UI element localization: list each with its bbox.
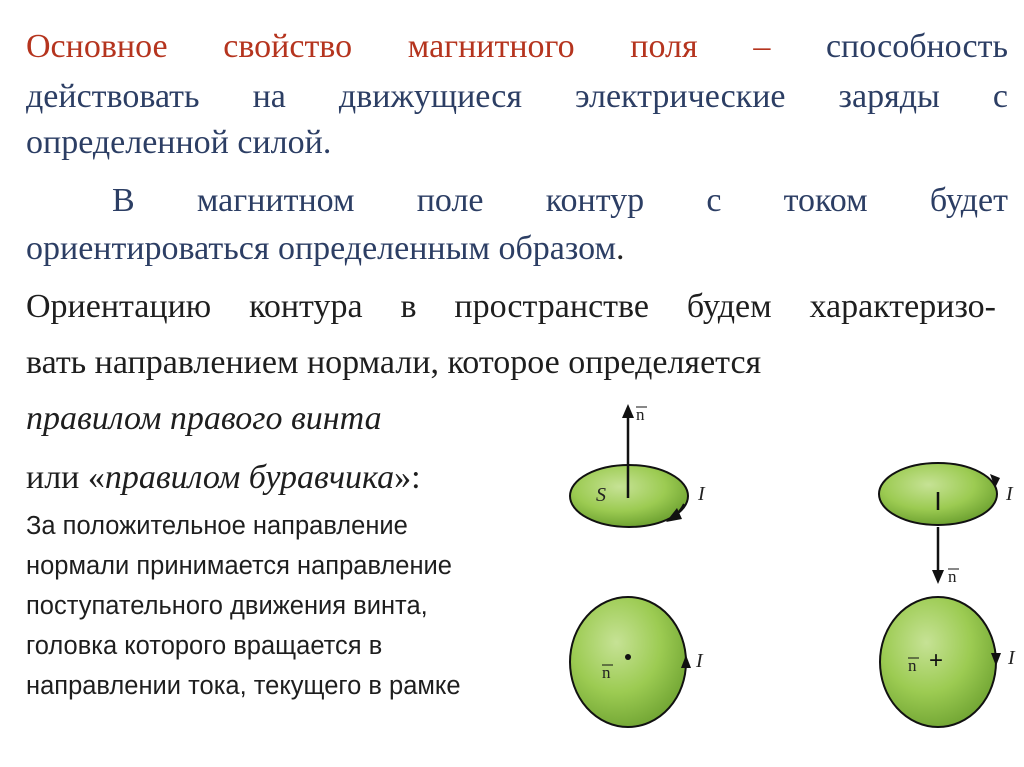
explanation-line: головка которого вращается в — [26, 632, 383, 660]
normal-into-plus: + — [929, 647, 944, 674]
normal-label: n — [602, 663, 611, 682]
explanation-line: направлении тока, текущего в рамке — [26, 672, 461, 700]
right-screw-rule: правилом правого винта — [26, 400, 382, 437]
loop-bottom-right — [880, 597, 1016, 727]
loop-bottom-left — [570, 597, 704, 727]
normal-label: n — [948, 567, 957, 586]
explanation-line: За положительное направление — [26, 512, 408, 540]
orientation-line-1: В магнитном поле контур с током будет — [112, 182, 1008, 219]
normal-arrowhead — [622, 404, 634, 418]
definition-tail: способность — [825, 28, 1008, 65]
definition-highlight: Основное свойство магнитного поля – — [26, 28, 771, 65]
definition-line-2: действовать на движущиеся электрические заряды с — [26, 78, 1008, 115]
loop-circle — [570, 597, 686, 727]
explanation-line: нормали принимается направление — [26, 552, 452, 580]
gimlet-rule-prefix: или « — [26, 459, 105, 496]
south-pole-label: S — [596, 484, 606, 506]
normal-out-dot — [625, 654, 631, 660]
loop-top-left — [570, 404, 706, 527]
explanation-line: поступательного движения винта, — [26, 592, 428, 620]
current-label: I — [1006, 483, 1013, 505]
current-label: I — [698, 483, 705, 505]
loop-top-right — [879, 463, 1014, 586]
normal-line-1: Ориентацию контура в пространстве будем характеризо- — [26, 288, 996, 325]
current-label: I — [1008, 647, 1015, 669]
orientation-line-2-text: ориентироваться определенным образом — [26, 230, 616, 267]
normal-line-2: вать направлением нормали, которое определяется — [26, 344, 762, 381]
gimlet-rule-suffix: »: — [394, 459, 421, 496]
definition-line-3: определенной силой. — [26, 124, 332, 161]
current-label: I — [696, 650, 703, 672]
normal-arrowhead — [932, 570, 944, 584]
normal-label: n — [636, 405, 645, 424]
normal-label: n — [908, 656, 917, 675]
gimlet-rule-name: правилом буравчика — [104, 459, 395, 496]
orientation-line-2-dot: . — [615, 230, 625, 267]
